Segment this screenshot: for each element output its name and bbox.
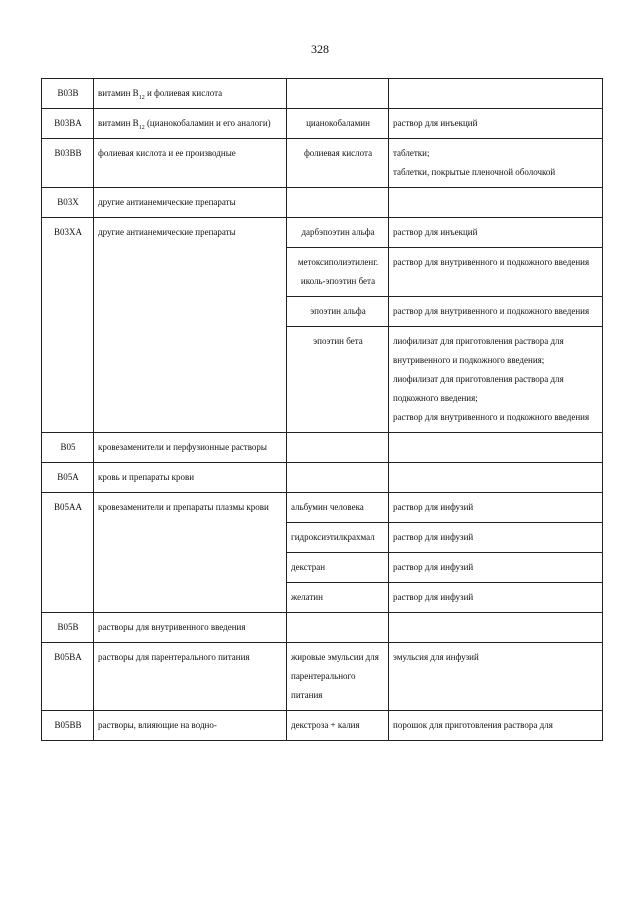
table-row <box>42 493 603 523</box>
substance-cell: гидроксиэтилкрахмал <box>287 523 389 553</box>
substance-cell <box>287 463 389 493</box>
dosage-form-cell <box>389 433 603 463</box>
substance-cell: жировые эмульсии для парентерального питания <box>287 643 389 711</box>
dosage-form-line: раствор для инфузий <box>393 592 474 602</box>
group-name-cell: витамин $B_{12}$ и фолиевая кислота <box>94 79 287 109</box>
dosage-form-cell <box>389 553 603 583</box>
table-row <box>42 613 603 643</box>
substance-cell <box>287 79 389 109</box>
substance-cell: цианокобаламин <box>287 109 389 139</box>
group-name-cell: фолиевая кислота и ее производные <box>94 139 287 188</box>
group-name-cell: другие антианемические препараты <box>94 218 287 433</box>
dosage-form-line: лиофилизат для приготовления раствора для внутривенного и подкожного введения; <box>393 336 564 365</box>
dosage-form-cell <box>389 583 603 613</box>
dosage-form-cell <box>389 297 603 327</box>
group-name-cell: витамин $B_{12}$ (цианокобаламин и его аналоги) <box>94 109 287 139</box>
atc-code-cell: B05AA <box>42 493 94 613</box>
dosage-form-cell <box>389 643 603 711</box>
atc-code-cell: B03X <box>42 188 94 218</box>
substance-cell <box>287 188 389 218</box>
substance-cell <box>287 613 389 643</box>
table-row <box>42 218 603 248</box>
group-name-cell: растворы для внутривенного введения <box>94 613 287 643</box>
dosage-form-line: раствор для инъекций <box>393 227 478 237</box>
page-number: 328 <box>311 42 329 56</box>
table-row <box>42 79 603 109</box>
dosage-form-cell <box>389 248 603 297</box>
substance-cell: декстроза + калия <box>287 711 389 741</box>
atc-code-cell: B05 <box>42 433 94 463</box>
dosage-form-cell <box>389 463 603 493</box>
dosage-form-line: раствор для внутривенного и подкожного введения <box>393 257 590 267</box>
atc-code-cell: B05A <box>42 463 94 493</box>
group-name-cell: растворы для парентерального питания <box>94 643 287 711</box>
dosage-form-line: лиофилизат для приготовления раствора для подкожного введения; <box>393 374 564 403</box>
group-name-cell: кровь и препараты крови <box>94 463 287 493</box>
atc-code-cell: B05BA <box>42 643 94 711</box>
dosage-form-cell <box>389 79 603 109</box>
table-row <box>42 711 603 741</box>
dosage-form-cell <box>389 109 603 139</box>
table-row <box>42 463 603 493</box>
substance-cell: альбумин человека <box>287 493 389 523</box>
dosage-form-cell <box>389 139 603 188</box>
dosage-form-cell <box>389 711 603 741</box>
dosage-form-line: эмульсия для инфузий <box>393 652 479 662</box>
table-row <box>42 643 603 711</box>
drug-classification-table <box>41 78 603 741</box>
atc-code-cell: B03XA <box>42 218 94 433</box>
dosage-form-line: раствор для внутривенного и подкожного введения <box>393 306 590 316</box>
table-row <box>42 188 603 218</box>
dosage-form-line: раствор для инфузий <box>393 562 474 572</box>
atc-code-cell: B03BA <box>42 109 94 139</box>
dosage-form-cell <box>389 613 603 643</box>
substance-cell: желатин <box>287 583 389 613</box>
substance-cell: фолиевая кислота <box>287 139 389 188</box>
group-name-cell: кровезаменители и перфузионные растворы <box>94 433 287 463</box>
table-row <box>42 109 603 139</box>
atc-code-cell: B03BB <box>42 139 94 188</box>
dosage-form-line: раствор для инфузий <box>393 502 474 512</box>
dosage-form-line: порошок для приготовления раствора для <box>393 720 553 730</box>
atc-code-cell: B05BB <box>42 711 94 741</box>
dosage-form-line: раствор для инфузий <box>393 532 474 542</box>
substance-cell: метоксиполиэтиленг. иколь-эпоэтин бета <box>287 248 389 297</box>
dosage-form-line: таблетки, покрытые пленочной оболочкой <box>393 167 556 177</box>
atc-code-cell: B03B <box>42 79 94 109</box>
table-row <box>42 139 603 188</box>
substance-cell: эпоэтин бета <box>287 327 389 433</box>
substance-cell <box>287 433 389 463</box>
group-name-cell: другие антианемические препараты <box>94 188 287 218</box>
group-name-cell: кровезаменители и препараты плазмы крови <box>94 493 287 613</box>
substance-cell: дарбэпоэтин альфа <box>287 218 389 248</box>
substance-cell: декстран <box>287 553 389 583</box>
dosage-form-cell <box>389 327 603 433</box>
atc-code-cell: B05B <box>42 613 94 643</box>
table-row <box>42 433 603 463</box>
dosage-form-cell <box>389 493 603 523</box>
dosage-form-line: таблетки; <box>393 148 430 158</box>
substance-cell: эпоэтин альфа <box>287 297 389 327</box>
group-name-cell: растворы, влияющие на водно- <box>94 711 287 741</box>
dosage-form-line: раствор для внутривенного и подкожного введения <box>393 412 590 422</box>
dosage-form-cell <box>389 188 603 218</box>
dosage-form-cell <box>389 523 603 553</box>
dosage-form-cell <box>389 218 603 248</box>
dosage-form-line: раствор для инъекций <box>393 118 478 128</box>
